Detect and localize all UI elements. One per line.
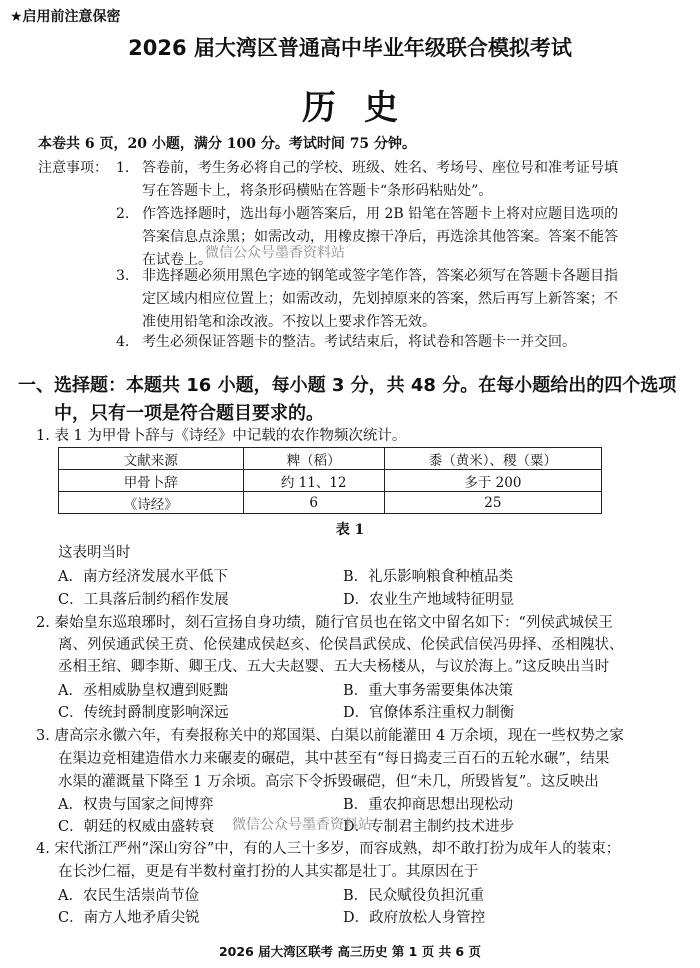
table-header-row (59, 448, 602, 470)
q4-option-d: D．政府放松人身管控 (343, 910, 486, 926)
q2-line-3: 丞相王绾、卿李斯、卿王戊、五大夫赵婴、五大夫杨楼从，与议於海上。”这反映出当时 (58, 659, 610, 675)
note-line: 非选择题必须用黑色字迹的钢笔或签字笔作答，答案必须写在答题卡各题目指 (142, 268, 618, 284)
q4-option-a: A．农民生活崇尚节俭 (58, 888, 199, 904)
table-cell: 25 (384, 492, 601, 514)
exam-title: 2026 届大湾区普通高中毕业年级联合模拟考试 (128, 36, 572, 60)
section-heading (18, 372, 676, 428)
note-number: 1. (116, 160, 130, 176)
note-line: 答案信息点涂黑；如需改动，用橡皮擦干净后，再选涂其他答案。答案不能答 (142, 229, 618, 245)
q1-follow: 这表明当时 (58, 545, 131, 561)
q3-option-d: D．专制君主制约技术进步 (343, 819, 515, 835)
table-row (59, 492, 602, 514)
table-header: 粺（稻） (243, 448, 384, 470)
q4-line-2: 在长沙仁福，更是有半数村童打扮的人其实都是壮丁。其原因在于 (58, 864, 479, 880)
q2-option-b: B．重大事务需要集体决策 (343, 683, 514, 699)
confidential-label: ★启用前注意保密 (10, 9, 121, 25)
note-line: 在试卷上。 (142, 252, 212, 268)
table-row (59, 470, 602, 492)
q1-option-c: C．工具落后制约稻作发展 (58, 592, 229, 608)
q2-line-2: 离、列侯通武侯王贲、伦侯建成侯赵亥、伦侯昌武侯成、伦侯武信侯冯毋择、丞相隗状、 (58, 637, 624, 653)
table-cell: 约 11、12 (243, 470, 384, 492)
q2-option-a: A．丞相威胁皇权遭到贬黜 (58, 683, 228, 699)
q3-line-2: 在渠边竞相建造借水力来碾麦的碾硙，其中甚至有“每日捣麦三百石的五轮水碾”，结果 (58, 751, 610, 767)
q3-option-a: A．权贵与国家之间博弈 (58, 797, 214, 813)
section-line-2: 中，只有一项是符合题目要求的。 (54, 403, 324, 424)
q4-line-1: 4. 宋代浙江严州“深山穷谷”中，有的人三十多岁，而容成熟，却不敢打扮为成年人的装束； (36, 841, 621, 857)
note-line: 写在答题卡上，将条形码横贴在答题卡“条形码粘贴处”。 (142, 183, 493, 199)
table-cell: 多于 200 (384, 470, 601, 492)
table-header: 黍（黄米）、稷（粟） (384, 448, 601, 470)
table-cell: 甲骨卜辞 (59, 470, 244, 492)
q4-option-b: B．民众赋役负担沉重 (343, 888, 485, 904)
note-number: 2. (116, 206, 130, 222)
note-line: 考生必须保证答题卡的整洁。考试结束后，将试卷和答题卡一并交回。 (142, 334, 576, 350)
watermark: 微信公众号墨香资料站 (232, 817, 372, 833)
table-caption: 表 1 (335, 522, 365, 538)
q2-option-d: D．官僚体系注重权力制衡 (343, 705, 515, 721)
q2-option-c: C．传统封爵制度影响深远 (58, 705, 229, 721)
watermark: 微信公众号墨香资料站 (205, 245, 345, 261)
note-line: 答卷前，考生务必将自己的学校、班级、姓名、考场号、座位号和准考证号填 (142, 160, 618, 176)
q3-option-b: B．重农抑商思想出现松动 (343, 797, 514, 813)
q1-stem: 1. 表 1 为甲骨卜辞与《诗经》中记载的农作物频次统计。 (36, 428, 407, 444)
q3-option-c: C．朝廷的权威由盛转衰 (58, 819, 215, 835)
table-cell: 6 (243, 492, 384, 514)
subject-title: 历史 (302, 88, 426, 128)
section-line-1: 一、选择题：本题共 16 小题，每小题 3 分，共 48 分。在每小题给出的四个选项 (18, 375, 677, 396)
q1-option-a: A．南方经济发展水平低下 (58, 569, 228, 585)
note-line: 准使用铅笔和涂改液。不按以上要求作答无效。 (142, 314, 436, 330)
note-line: 定区域内相应位置上；如需改动，先划掉原来的答案，然后再写上新答案；不 (142, 291, 618, 307)
q2-line-1: 2. 秦始皇东巡琅琊时，刻石宣扬自身功绩，随行官员也在铭文中留名如下：“列侯武城侯王 (36, 615, 613, 631)
note-number: 4. (116, 334, 130, 350)
notes-heading: 注意事项： (38, 160, 108, 176)
q4-option-c: C．南方人地矛盾尖锐 (58, 910, 200, 926)
q3-line-3: 水渠的灌溉量下降至 1 万余顷。高宗下令拆毁碾硙，但“未几，所毁皆复”。这反映出 (58, 774, 599, 790)
page-footer: 2026 届大湾区联考 高三历史 第 1 页 共 6 页 (218, 944, 481, 959)
q1-option-b: B．礼乐影响粮食种植品类 (343, 569, 514, 585)
exam-meta: 本卷共 6 页，20 小题，满分 100 分。考试时间 75 分钟。 (38, 136, 417, 152)
note-number: 3. (116, 268, 130, 284)
q3-line-1: 3. 唐高宗永徽六年，有奏报称关中的郑国渠、白渠以前能灌田 4 万余顷，现在一些权势之家 (36, 728, 624, 744)
crop-frequency-table (58, 447, 602, 514)
table-cell: 《诗经》 (59, 492, 244, 514)
table-header: 文献来源 (59, 448, 244, 470)
q1-option-d: D．农业生产地域特征明显 (343, 592, 515, 608)
note-line: 作答选择题时，选出每小题答案后，用 2B 铅笔在答题卡上将对应题目选项的 (142, 206, 619, 222)
